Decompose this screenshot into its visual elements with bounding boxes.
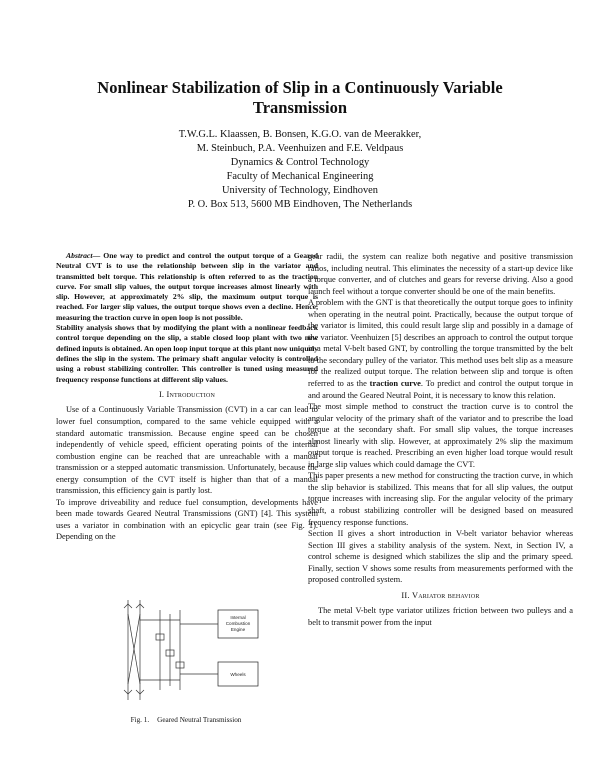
- section-number: I.: [158, 389, 165, 399]
- author-block: [90, 128, 510, 211]
- abstract-label: Abstract: [66, 251, 93, 260]
- body-paragraph: The metal V-belt type variator utilizes friction between two pulleys and a belt to transmit power from the input: [308, 606, 573, 627]
- abstract-text: — One way to predict and control the output torque of a Geared Neutral CVT is to use the relationship between slip in the variator and transmitted belt torque. This relationship is often referred to as the traction curve. For small slip values, the output torque increases almost linearly with slip. However, at approximately 2% slip, the maximum output torque is reached. For larger slip values, the output torque shows even a decline. Hence, measuring the traction curve in open loop is not possible.: [56, 251, 318, 322]
- body-paragraph: Use of a Continuously Variable Transmission (CVT) in a car can lead to lower fuel consumption, compared to the same vehicle equipped with a standard automatic transmission. Because engine speed can be chosen independently of vehicle speed, efficient operating points of the internal combustion engine can be reached that are unreachable with a manual transmission or a stepped automatic transmission. Unfortunately, because the energy consumption of the CVT itself is higher than that of a manual transmission, this efficiency gain is partly lost.: [56, 405, 318, 496]
- engine-label: Engine: [230, 627, 246, 632]
- figure-caption: [90, 716, 290, 724]
- abstract-paragraph: [56, 251, 318, 323]
- address-line: P. O. Box 513, 5600 MB Eindhoven, The Netherlands: [187, 198, 413, 210]
- figure-caption-text: Geared Neutral Transmission: [157, 716, 242, 724]
- right-column: [308, 251, 573, 629]
- body-paragraph: gear radii, the system can realize both negative and positive transmission ratios, including neutral. This eliminates the necessity of a start-up device like a torque converter, and of clutches and gears for reverse driving. Also a good launch feel without a torque converter should be one of the main benefits.: [308, 252, 573, 296]
- figure-label: Fig. 1.: [130, 716, 150, 724]
- paper-title: Nonlinear Stabilization of Slip in a Continuously Variable Transmission: [97, 78, 503, 117]
- body-paragraph: Section II gives a short introduction in V-belt variator behavior whereas Section III gives a stability analysis of the system. Next, in Section IV, a control scheme is designed which stabilizes the slip and the primary speed. Finally, section V shows some results from measurements performed with the proposed controlled system.: [308, 529, 573, 585]
- gnt-schematic: [118, 590, 268, 710]
- wheels-label: Wheels: [230, 672, 246, 677]
- abstract: [56, 251, 318, 385]
- affiliation-line: Dynamics & Control Technology: [230, 156, 370, 168]
- body-paragraph: To improve driveability and reduce fuel consumption, developments have been made towards Geared Neutral Transmissions (GNT) [4]. This system uses a variator in combination with an epicyclic gear train (see Fig. 1). Depending on the: [56, 497, 318, 542]
- author-line: M. Steinbuch, P.A. Veenhuizen and F.E. Veldpaus: [196, 142, 404, 154]
- left-column: [56, 251, 318, 543]
- section-title: Variator behavior: [411, 590, 480, 600]
- section-heading: [308, 590, 573, 602]
- affiliation-line: Faculty of Mechanical Engineering: [226, 170, 374, 182]
- body-text: A problem with the GNT is that theoretically the output torque goes to infinity when operating in the neutral point. Practically, because the output torque of the variator is limited, this could result large slip and possibly in a damage of the variator. Veenhuizen [5] describes an approach to control the output torque in a metal V-belt based GNT, by controlling the torque transmitted by the belt to the secondary pulley of the variator. This method uses belt slip as a measure for the realized output torque. The relation between slip and torque is often referred to as the: [308, 298, 573, 389]
- section-number: II.: [401, 590, 410, 600]
- figure-gnt-diagram: [118, 590, 268, 710]
- body-paragraph: [308, 297, 573, 401]
- engine-label: Combustion: [225, 621, 251, 626]
- engine-label: Internal: [230, 615, 246, 620]
- body-paragraph: The most simple method to construct the traction curve is to control the angular velocity of the primary shaft of the variator and to prescribe the load torque at the secondary shaft. For small slip values, the torque increases almost linearly with slip. However, at approximately 2% slip the maximum output torque is reached. Prescribing an even higher load torque would result in large slip values which could damage the CVT.: [308, 402, 573, 469]
- body-text: . To predict and control the output torque in and around the Geared Neutral Point, it is necessary to know this relation.: [308, 379, 574, 400]
- section-title: Introduction: [166, 389, 216, 399]
- abstract-paragraph: Stability analysis shows that by modifying the plant with a nonlinear feedback control torque depending on the slip, a stable closed loop plant with two new defined inputs is obtained. An open loop input torque at this plant now uniquely defines the slip in the system. The primary shaft angular velocity is controlled using a robust stabilizing controller. This controller is tuned using measured frequency response functions at different slip values.: [56, 323, 318, 384]
- author-line: T.W.G.L. Klaassen, B. Bonsen, K.G.O. van de Meerakker,: [178, 129, 422, 140]
- body-paragraph: This paper presents a new method for constructing the traction curve, in which the slip behavior is stabilized. This means that for all slip values, the output torque increases with increasing slip. For the angular velocity of the primary shaft, a robust stabilizing controller will be designed based on measured frequency response functions.: [308, 471, 573, 527]
- affiliation-line: University of Technology, Eindhoven: [222, 184, 378, 196]
- section-heading: [56, 389, 318, 401]
- traction-curve-term: traction curve: [369, 379, 421, 389]
